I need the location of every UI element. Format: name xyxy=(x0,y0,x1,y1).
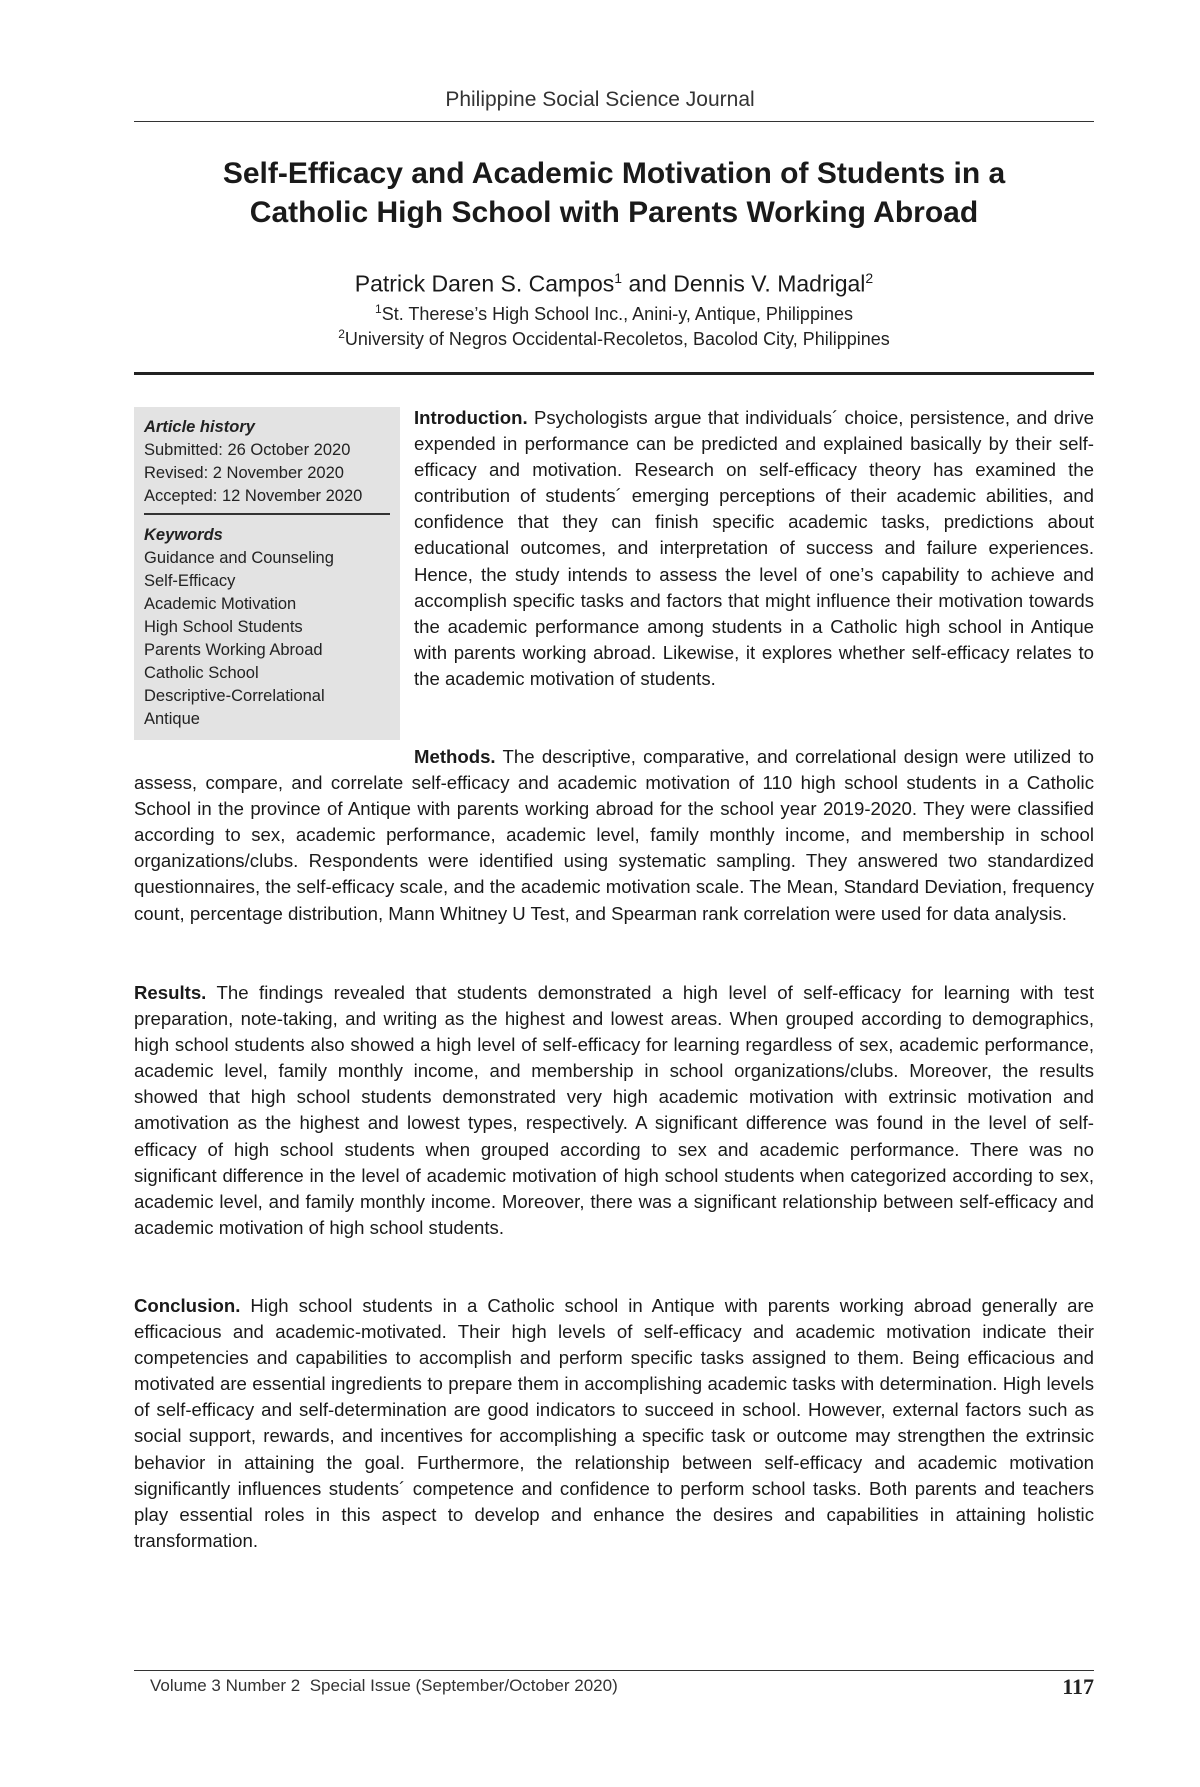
journal-name: Philippine Social Science Journal xyxy=(445,88,755,111)
keyword-item: Academic Motivation xyxy=(144,595,297,613)
keyword-item: Descriptive-Correlational xyxy=(144,687,325,705)
results-text: The findings revealed that students demonstrated a high level of self-efficacy for learning with test preparation, note-taking, and writing as the highest and lowest areas. When grouped according to demographics, high school students also showed a high level of self-efficacy for learning regardless of sex, academic performance, academic level, family monthly income, and membership in school organizations/clubs. Moreover, the results showed that high school students demonstrated very high academic motivation with extrinsic motivation and amotivation as the highest and lowest types, respectively. A significant difference was found in the level of self-efficacy of high school students when grouped according to sex and academic performance. There was no significant difference in the level of academic motivation of high school students when categorized according to sex, academic level, and family monthly income. Moreover, there was a significant relationship between self-efficacy and academic motivation of high school students. xyxy=(134,982,1094,1238)
introduction-paragraph xyxy=(414,405,1094,692)
authors xyxy=(134,270,1094,298)
affiliation-1-text: St. Therese’s High School Inc., Anini-y, Antique, Philippines xyxy=(381,304,853,324)
keyword-item: High School Students xyxy=(144,618,303,636)
revised-date: Revised: 2 November 2020 xyxy=(144,464,344,482)
submitted-date: Submitted: 26 October 2020 xyxy=(144,441,351,459)
conclusion-label: Conclusion. xyxy=(134,1295,241,1316)
title-rule xyxy=(134,372,1094,375)
article-info-box xyxy=(134,407,400,740)
keywords-heading: Keywords xyxy=(144,526,223,544)
affiliation-2-sup: 2 xyxy=(338,327,345,341)
methods-paragraph xyxy=(134,744,1094,927)
accepted-date: Accepted: 12 November 2020 xyxy=(144,487,363,505)
conclusion-paragraph xyxy=(134,1293,1094,1554)
affiliation-2 xyxy=(134,327,1094,350)
header-rule xyxy=(134,121,1094,122)
title-line-2: Catholic High School with Parents Working Abroad xyxy=(249,196,979,229)
keyword-item: Catholic School xyxy=(144,664,259,682)
introduction-text: Psychologists argue that individuals´ choice, persistence, and drive expended in performance can be predicted and explained basically by their self-efficacy and motivation. Research on self-efficacy theory has examined the contribution of students´ emerging perceptions of their academic abilities, and confidence that they can finish specific academic tasks, predictions about educational outcomes, and interpretation of success and failure experiences. Hence, the study intends to assess the level of one’s capability to achieve and accomplish specific tasks and factors that might influence their motivation towards the academic performance among students in a Catholic high school in Antique with parents working abroad. Likewise, it explores whether self-efficacy relates to the academic motivation of students. xyxy=(414,407,1094,689)
affiliation-2-text: University of Negros Occidental-Recoletos, Bacolod City, Philippines xyxy=(344,329,890,349)
author-2: Dennis V. Madrigal xyxy=(673,270,866,297)
keyword-item: Antique xyxy=(144,710,200,728)
sidebar-divider xyxy=(144,513,390,515)
article-title xyxy=(134,154,1094,232)
keyword-item: Self-Efficacy xyxy=(144,572,236,590)
keyword-item: Guidance and Counseling xyxy=(144,549,334,567)
author-2-sup: 2 xyxy=(865,270,874,286)
authors-and: and xyxy=(622,270,674,297)
methods-label: Methods. xyxy=(414,746,496,767)
results-label: Results. xyxy=(134,982,207,1003)
affiliation-1-sup: 1 xyxy=(375,302,382,316)
footer-rule xyxy=(134,1670,1094,1671)
page-number: 117 xyxy=(1062,1674,1094,1699)
introduction-label: Introduction. xyxy=(414,407,528,428)
results-paragraph xyxy=(134,980,1094,1241)
affiliation-1 xyxy=(134,302,1094,325)
issue-info: Volume 3 Number 2 Special Issue (September/October 2020) xyxy=(150,1676,618,1695)
history-heading: Article history xyxy=(144,418,255,436)
author-1-sup: 1 xyxy=(614,270,623,286)
methods-text: The descriptive, comparative, and correlational design were utilized to assess, compare, and correlate self-efficacy and academic motivation of 110 high school students in a Catholic School in the province of Antique with parents working abroad for the school year 2019-2020. They were classified according to sex, academic performance, academic level, family monthly income, and membership in school organizations/clubs. Respondents were identified using systematic sampling. They answered two standardized questionnaires, the self-efficacy scale, and the academic motivation scale. The Mean, Standard Deviation, frequency count, percentage distribution, Mann Whitney U Test, and Spearman rank correlation were used for data analysis. xyxy=(134,746,1094,924)
keyword-item: Parents Working Abroad xyxy=(144,641,323,659)
conclusion-text: High school students in a Catholic school in Antique with parents working abroad generally are efficacious and academic-motivated. Their high levels of self-efficacy and academic motivation indicate their competencies and capabilities to accomplish and perform specific tasks assigned to them. Being efficacious and motivated are essential ingredients to prepare them in accomplishing academic tasks with determination. High levels of self-efficacy and self-determination are good indicators to succeed in school. However, external factors such as social support, rewards, and incentives for accomplishing a specific task or outcome may strengthen the extrinsic behavior in attaining the goal. Furthermore, the relationship between self-efficacy and academic motivation significantly influences students´ competence and confidence to perform school tasks. Both parents and teachers play essential roles in this aspect to develop and enhance the desires and capabilities in attaining holistic transformation. xyxy=(134,1295,1094,1551)
author-1: Patrick Daren S. Campos xyxy=(354,270,615,297)
title-line-1: Self-Efficacy and Academic Motivation of Students in a xyxy=(222,157,1006,190)
